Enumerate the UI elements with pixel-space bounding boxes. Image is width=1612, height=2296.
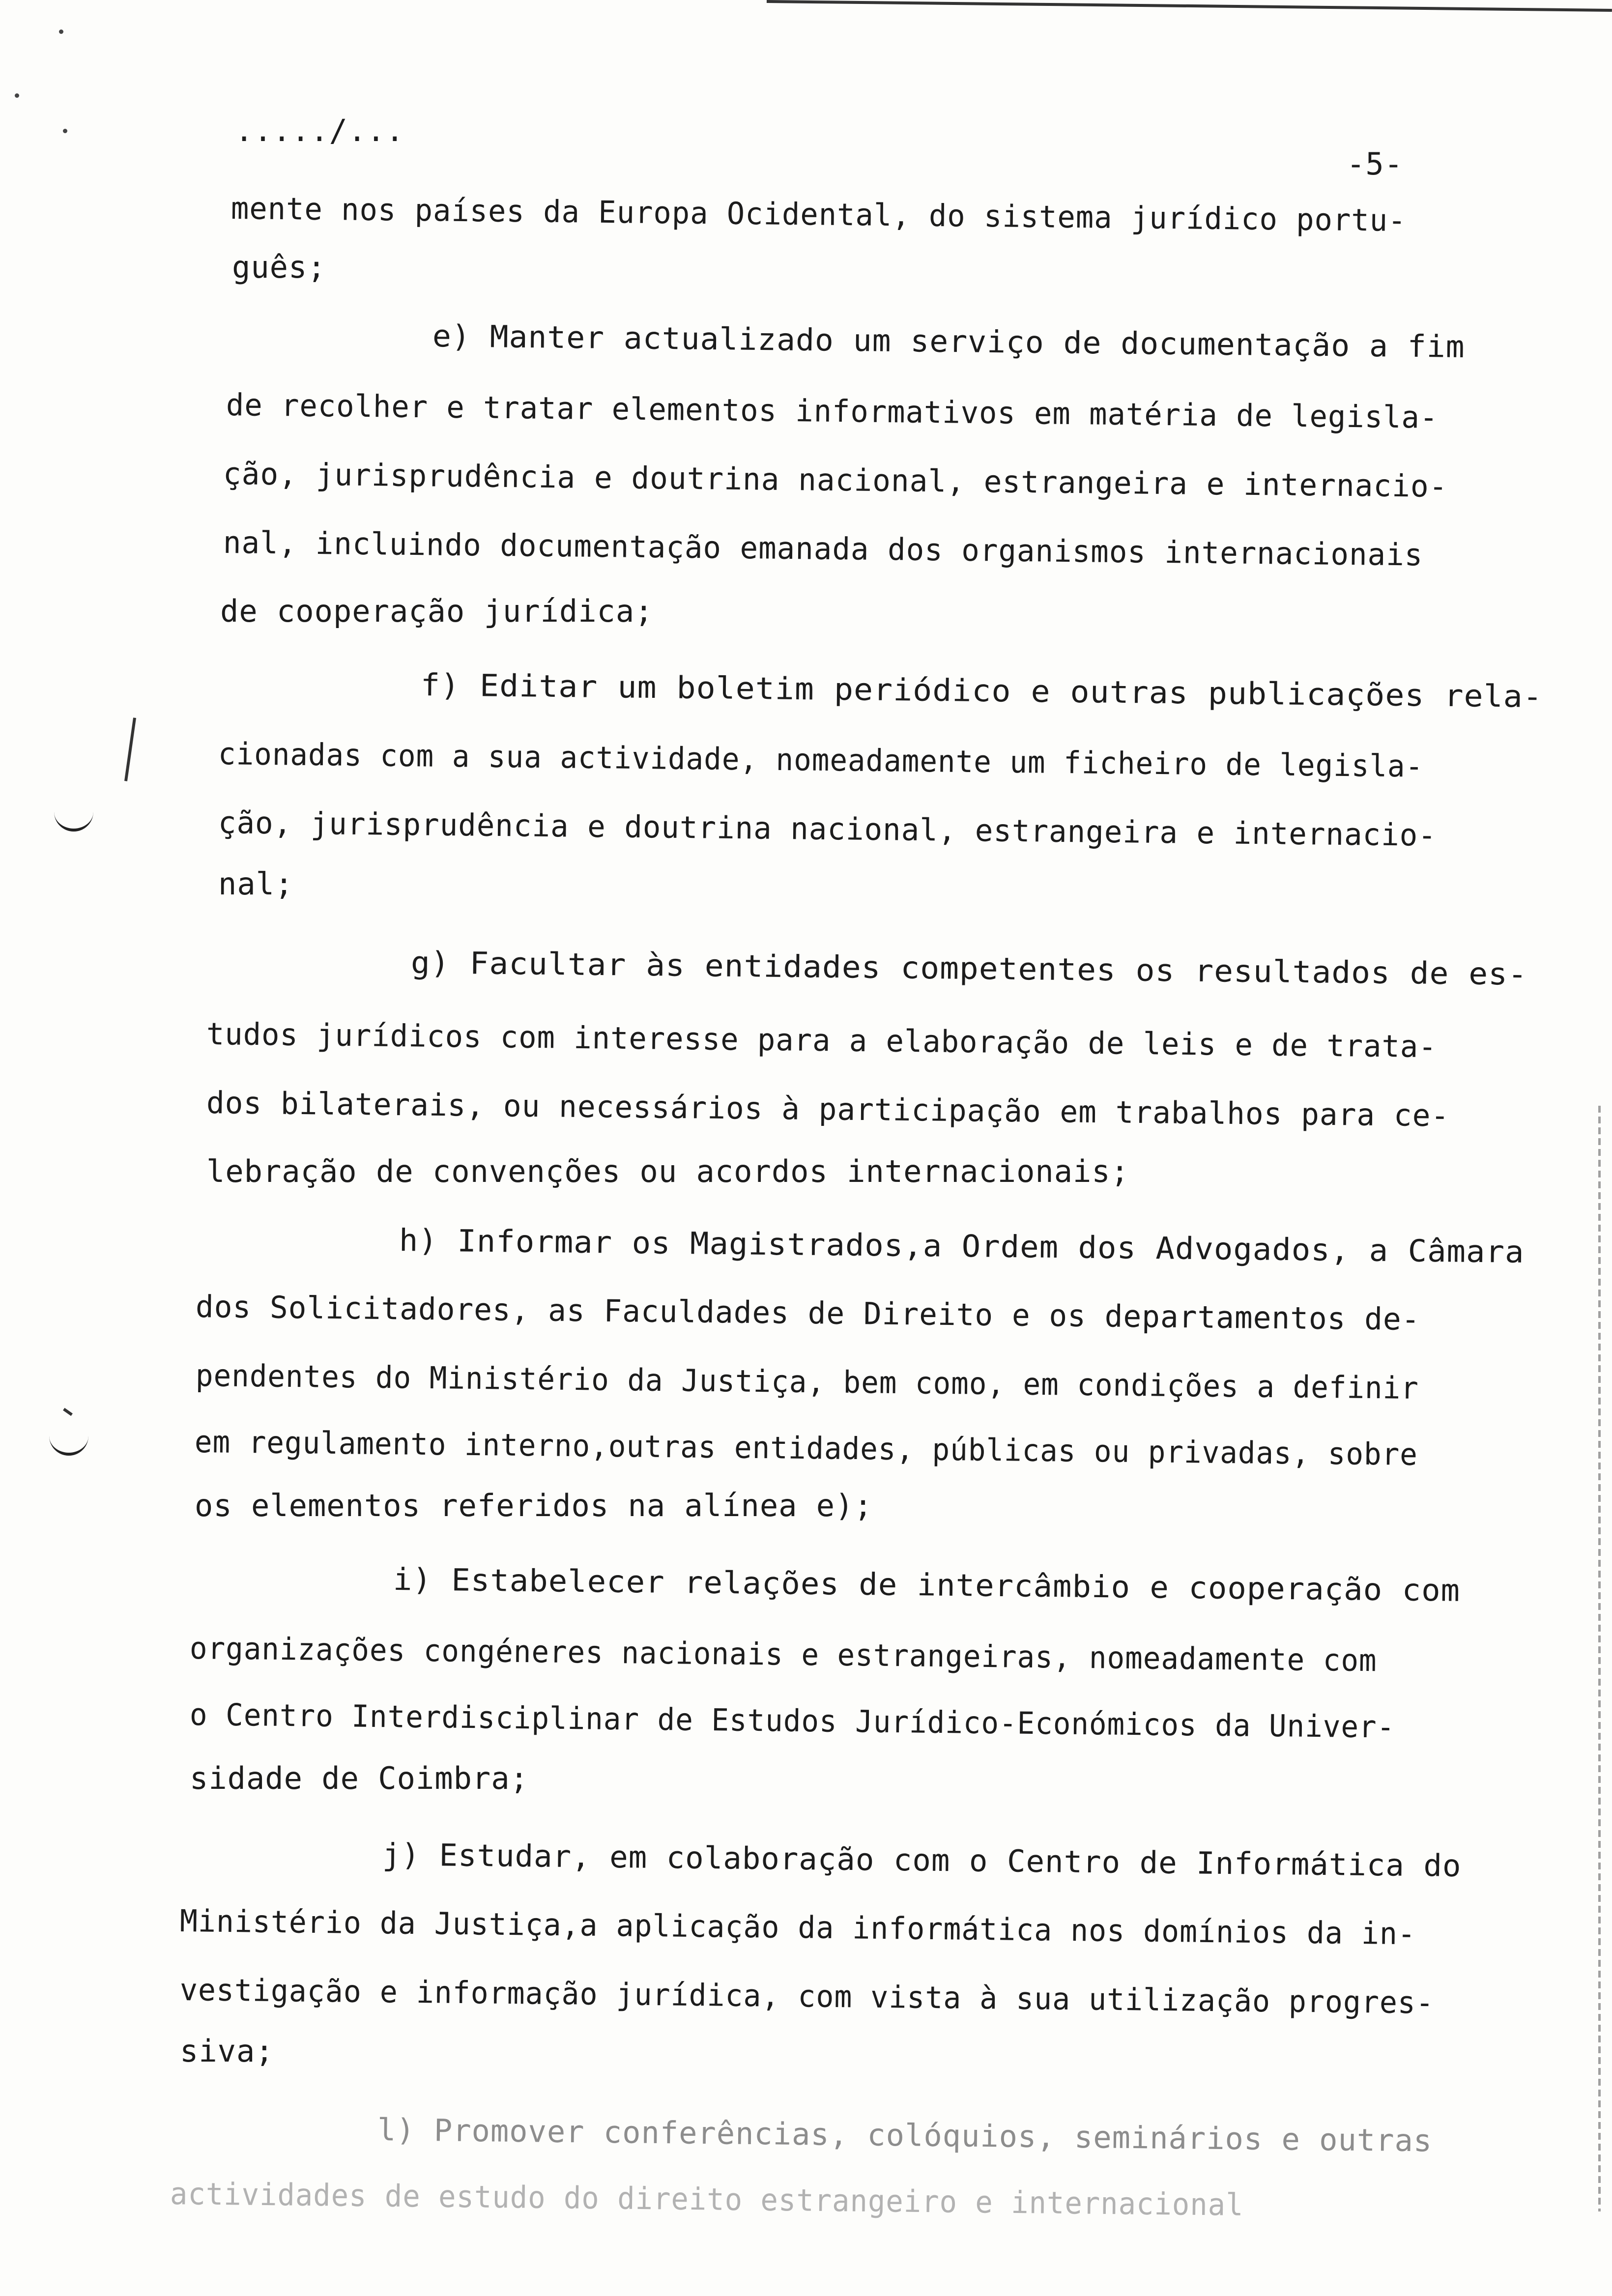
scan-speck bbox=[15, 93, 19, 98]
body-line: dos Solicitadores, as Faculdades de Direito e os departamentos de- bbox=[195, 1289, 1420, 1338]
paragraph-h-line: h) Informar os Magistrados,a Ordem dos Advogados, a Câmara bbox=[399, 1222, 1525, 1270]
body-line: Ministério da Justiça,a aplicação da informática nos domínios da in- bbox=[179, 1903, 1416, 1952]
right-edge-shadow bbox=[1598, 1106, 1601, 2211]
body-line: mente nos países da Europa Ocidental, do sistema jurídico portu- bbox=[230, 190, 1407, 239]
body-line: cionadas com a sua actividade, nomeadamente um ficheiro de legisla- bbox=[218, 736, 1424, 784]
body-line: lebração de convenções ou acordos internacionais; bbox=[206, 1153, 1130, 1189]
body-line: de cooperação jurídica; bbox=[220, 593, 654, 629]
paragraph-e-line: e) Manter actualizado um serviço de documentação a fim bbox=[432, 318, 1465, 365]
punch-hole-mark bbox=[49, 1430, 88, 1456]
paragraph-i-line: i) Estabelecer relações de intercâmbio e cooperação com bbox=[393, 1561, 1461, 1608]
paragraph-j-line: j) Estudar, em colaboração com o Centro de Informática do bbox=[382, 1837, 1462, 1884]
page-number: -5- bbox=[1347, 146, 1403, 182]
body-line: ção, jurisprudência e doutrina nacional, estrangeira e internacio- bbox=[218, 804, 1437, 853]
scan-speck bbox=[59, 29, 63, 34]
body-line: siva; bbox=[180, 2033, 274, 2069]
top-edge-line bbox=[767, 0, 1612, 12]
body-line: guês; bbox=[232, 249, 326, 285]
scan-speck bbox=[63, 129, 67, 133]
punch-hole-mark bbox=[54, 806, 93, 832]
body-line: em regulamento interno,outras entidades, públicas ou privadas, sobre bbox=[194, 1424, 1418, 1473]
paragraph-g-line: g) Facultar às entidades competentes os resultados de es- bbox=[410, 945, 1528, 992]
body-line: organizações congéneres nacionais e estrangeiras, nomeadamente com bbox=[189, 1630, 1378, 1679]
continuation-mark: ...../... bbox=[235, 113, 404, 148]
paragraph-f-line: f) Editar um boletim periódico e outras publicações rela- bbox=[420, 667, 1543, 715]
body-line: pendentes do Ministério da Justiça, bem como, em condições a definir bbox=[195, 1357, 1419, 1406]
body-line: ção, jurisprudência e doutrina nacional, estrangeira e internacio- bbox=[223, 456, 1448, 505]
body-line: actividades de estudo do direito estrangeiro e internacional bbox=[170, 2176, 1244, 2223]
body-line: os elementos referidos na alínea e); bbox=[195, 1488, 873, 1523]
body-line: nal, incluindo documentação emanada dos organismos internacionais bbox=[223, 524, 1423, 573]
body-line: vestigação e informação jurídica, com vista à sua utilização progres- bbox=[179, 1972, 1435, 2021]
body-line: nal; bbox=[218, 866, 294, 902]
body-line: tudos jurídicos com interesse para a elaboração de leis e de trata- bbox=[206, 1016, 1437, 1065]
body-line: o Centro Interdisciplinar de Estudos Jurídico-Económicos da Univer- bbox=[189, 1696, 1395, 1745]
body-line: de recolher e tratar elementos informativos em matéria de legisla- bbox=[226, 387, 1439, 435]
body-line: dos bilaterais, ou necessários à participação em trabalhos para ce- bbox=[206, 1085, 1450, 1134]
margin-mark bbox=[124, 718, 136, 781]
paragraph-l-line: l) Promover conferências, colóquios, seminários e outras bbox=[377, 2112, 1433, 2159]
body-line: sidade de Coimbra; bbox=[190, 1760, 529, 1796]
margin-mark bbox=[63, 1408, 73, 1416]
